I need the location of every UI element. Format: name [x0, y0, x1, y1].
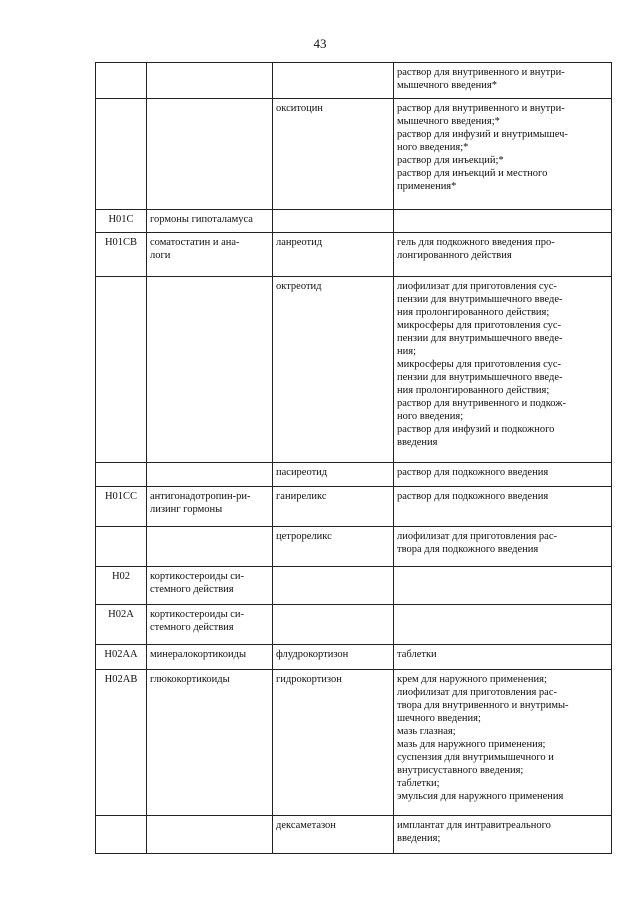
- drug-cell: [273, 605, 394, 645]
- atc-code-cell: [96, 605, 147, 645]
- atc-code-cell: [96, 645, 147, 670]
- dosage-form-line: ния;: [397, 346, 416, 357]
- dosage-form-line: раствор для подкожного введения: [397, 491, 549, 502]
- atc-code-cell: [96, 487, 147, 527]
- group-name: минералокортикоиды: [150, 649, 247, 660]
- dosage-form-line: лиофилизат для приготовления сус-: [397, 281, 557, 292]
- drug-name: ганиреликс: [276, 491, 327, 502]
- drug-name: октреотид: [276, 281, 322, 292]
- dosage-form-line: раствор для инъекций и местного: [397, 168, 548, 179]
- dosage-form-line: раствор для подкожного введения: [397, 467, 549, 478]
- page-number: 43: [313, 36, 327, 51]
- dosage-form-line: микросферы для приготовления сус-: [397, 320, 562, 331]
- forms-cell: [394, 233, 612, 277]
- group-name: соматостатин и ана-: [150, 237, 240, 248]
- dosage-form-line: таблетки: [397, 649, 437, 660]
- table-row: [96, 670, 612, 816]
- table-row: [96, 99, 612, 210]
- dosage-form-line: шечного введения;: [397, 713, 481, 724]
- group-name: логи: [150, 250, 171, 261]
- atc-code-cell: [96, 527, 147, 567]
- atc-code: H02AA: [104, 649, 138, 660]
- dosage-form-line: крем для наружного применения;: [397, 674, 547, 685]
- dosage-form-line: гель для подкожного введения про-: [397, 237, 555, 248]
- drug-name: цетрореликс: [276, 531, 332, 542]
- atc-code-cell: [96, 277, 147, 463]
- forms-cell: [394, 605, 612, 645]
- dosage-form-line: раствор для инъекций;*: [397, 155, 504, 166]
- group-cell: [147, 210, 273, 233]
- forms-cell: [394, 487, 612, 527]
- drug-cell: [273, 816, 394, 854]
- table-row: [96, 816, 612, 854]
- dosage-form-line: лиофилизат для приготовления рас-: [397, 687, 558, 698]
- table-row: [96, 527, 612, 567]
- atc-code: H02: [111, 571, 131, 582]
- dosage-form-line: имплантат для интравитреального: [397, 820, 551, 831]
- dosage-form-line: раствор для внутривенного и подкож-: [397, 398, 567, 409]
- table-row: [96, 63, 612, 99]
- group-cell: [147, 567, 273, 605]
- dosage-form-line: введения: [397, 437, 438, 448]
- dosage-form-line: применения*: [397, 181, 457, 192]
- drug-name: флудрокортизон: [276, 649, 349, 660]
- dosage-form-line: ния пролонгированного действия;: [397, 385, 550, 396]
- drug-name: дексаметазон: [276, 820, 336, 831]
- drug-name: гидрокортизон: [276, 674, 342, 685]
- dosage-form-line: мазь для наружного применения;: [397, 739, 546, 750]
- drug-cell: [273, 670, 394, 816]
- dosage-form-line: раствор для инфузий и подкожного: [397, 424, 555, 435]
- table-row: [96, 645, 612, 670]
- forms-cell: [394, 567, 612, 605]
- drug-cell: [273, 277, 394, 463]
- dosage-form-line: ного введения;*: [397, 142, 469, 153]
- drug-cell: [273, 99, 394, 210]
- group-cell: [147, 670, 273, 816]
- dosage-form-line: ного введения;: [397, 411, 464, 422]
- table-row: [96, 210, 612, 233]
- drug-cell: [273, 210, 394, 233]
- atc-code: H01CC: [104, 491, 138, 502]
- drug-cell: [273, 567, 394, 605]
- atc-code-cell: [96, 816, 147, 854]
- drug-cell: [273, 63, 394, 99]
- dosage-form-line: пензии для внутримышечного введе-: [397, 372, 563, 383]
- forms-cell: [394, 645, 612, 670]
- group-name: глюкокортикоиды: [150, 674, 230, 685]
- forms-cell: [394, 99, 612, 210]
- forms-cell: [394, 527, 612, 567]
- dosage-form-line: лиофилизат для приготовления рас-: [397, 531, 558, 542]
- dosage-form-line: твора для внутривенного и внутримы-: [397, 700, 569, 711]
- table-row: [96, 277, 612, 463]
- group-cell: [147, 463, 273, 487]
- table-row: [96, 463, 612, 487]
- dosage-form-line: раствор для внутривенного и внутри-: [397, 103, 565, 114]
- atc-code-cell: [96, 233, 147, 277]
- drug-cell: [273, 233, 394, 277]
- dosage-form-line: эмульсия для наружного применения: [397, 791, 564, 802]
- atc-code-cell: [96, 63, 147, 99]
- table-row: [96, 487, 612, 527]
- drug-cell: [273, 527, 394, 567]
- dosage-form-line: мазь глазная;: [397, 726, 456, 737]
- drug-cell: [273, 487, 394, 527]
- group-cell: [147, 816, 273, 854]
- group-cell: [147, 645, 273, 670]
- group-name: стемного действия: [150, 622, 234, 633]
- group-cell: [147, 277, 273, 463]
- dosage-form-line: пензии для внутримышечного введе-: [397, 294, 563, 305]
- dosage-form-line: раствор для внутривенного и внутри-: [397, 67, 565, 78]
- dosage-form-line: лонгированного действия: [397, 250, 512, 261]
- group-name: кортикостероиды си-: [150, 571, 245, 582]
- dosage-form-line: внутрисуставного введения;: [397, 765, 524, 776]
- drug-name: пасиреотид: [276, 467, 328, 478]
- group-name: гормоны гипоталамуса: [150, 214, 253, 225]
- drug-cell: [273, 463, 394, 487]
- atc-code: H02A: [108, 609, 134, 620]
- atc-code-cell: [96, 99, 147, 210]
- group-name: стемного действия: [150, 584, 234, 595]
- forms-cell: [394, 210, 612, 233]
- group-name: антигонадотропин-ри-: [150, 491, 251, 502]
- dosage-form-line: суспензия для внутримышечного и: [397, 752, 554, 763]
- atc-code-cell: [96, 210, 147, 233]
- group-cell: [147, 63, 273, 99]
- drug-name: окситоцин: [276, 103, 323, 114]
- group-cell: [147, 99, 273, 210]
- drug-table: [95, 62, 612, 854]
- dosage-form-line: мышечного введения*: [397, 80, 497, 91]
- forms-cell: [394, 670, 612, 816]
- dosage-form-line: твора для подкожного введения: [397, 544, 539, 555]
- group-name: кортикостероиды си-: [150, 609, 245, 620]
- dosage-form-line: введения;: [397, 833, 441, 844]
- forms-cell: [394, 63, 612, 99]
- table-row: [96, 233, 612, 277]
- atc-code-cell: [96, 670, 147, 816]
- dosage-form-line: ния пролонгированного действия;: [397, 307, 550, 318]
- dosage-form-line: таблетки;: [397, 778, 440, 789]
- atc-code: H02AB: [104, 674, 138, 685]
- forms-cell: [394, 277, 612, 463]
- drug-name: ланреотид: [276, 237, 323, 248]
- dosage-form-line: раствор для инфузий и внутримышеч-: [397, 129, 568, 140]
- dosage-form-line: пензии для внутримышечного введе-: [397, 333, 563, 344]
- forms-cell: [394, 816, 612, 854]
- atc-code-cell: [96, 463, 147, 487]
- atc-code: H01C: [108, 214, 134, 225]
- table-row: [96, 567, 612, 605]
- dosage-form-line: микросферы для приготовления сус-: [397, 359, 562, 370]
- atc-code-cell: [96, 567, 147, 605]
- group-cell: [147, 605, 273, 645]
- drug-table-body: [96, 63, 612, 854]
- group-cell: [147, 233, 273, 277]
- table-row: [96, 605, 612, 645]
- drug-cell: [273, 645, 394, 670]
- group-cell: [147, 487, 273, 527]
- group-cell: [147, 527, 273, 567]
- forms-cell: [394, 463, 612, 487]
- group-name: лизинг гормоны: [150, 504, 223, 515]
- atc-code: H01CB: [104, 237, 138, 248]
- dosage-form-line: мышечного введения;*: [397, 116, 500, 127]
